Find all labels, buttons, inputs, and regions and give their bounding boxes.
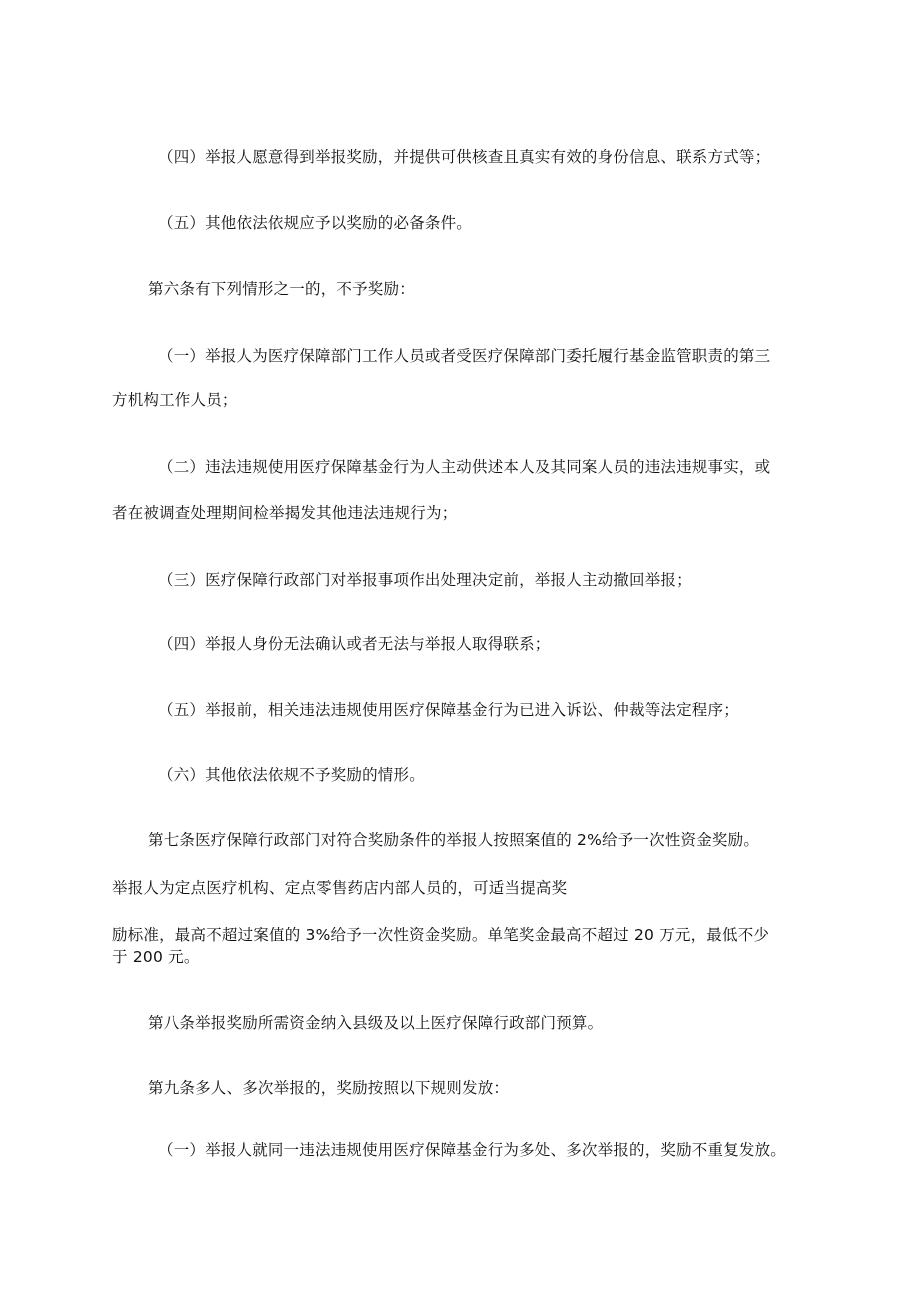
article-6-item-3: （三）医疗保障行政部门对举报事项作出处理决定前，举报人主动撤回举报； [158,571,692,589]
article-9-item-1: （一）举报人就同一违法违规使用医疗保障基金行为多处、多次举报的，奖励不重复发放。 [158,1141,787,1159]
article-7-line-1: 第七条医疗保障行政部门对符合奖励条件的举报人按照案值的 2%给予一次性资金奖励。 [148,831,760,849]
article-6-item-4: （四）举报人身份无法确认或者无法与举报人取得联系； [158,635,551,653]
article-8: 第八条举报奖励所需资金纳入县级及以上医疗保障行政部门预算。 [148,1014,604,1032]
article-6-heading: 第六条有下列情形之一的，不予奖励： [148,280,415,298]
article-7-line-3: 励标准，最高不超过案值的 3%给予一次性资金奖励。单笔奖金最高不超过 20 万元，最低不少 [112,926,770,944]
article-9-heading: 第九条多人、多次举报的，奖励按照以下规则发放： [148,1079,510,1097]
article-7-line-2: 举报人为定点医疗机构、定点零售药店内部人员的，可适当提高奖 [112,879,568,897]
paragraph-condition-4: （四）举报人愿意得到举报奖励，并提供可供核查且真实有效的身份信息、联系方式等； [158,148,771,166]
article-6-item-1-line-2: 方机构工作人员； [112,391,238,409]
article-6-item-6: （六）其他依法依规不予奖励的情形。 [158,766,425,784]
paragraph-condition-5: （五）其他依法依规应予以奖励的必备条件。 [158,214,473,232]
article-6-item-1-line-1: （一）举报人为医疗保障部门工作人员或者受医疗保障部门委托履行基金监管职责的第三 [158,347,771,365]
article-7-line-4: 于 200 元。 [112,948,200,966]
article-6-item-5: （五）举报前，相关违法违规使用医疗保障基金行为已进入诉讼、仲裁等法定程序； [158,701,739,719]
article-6-item-2-line-1: （二）违法违规使用医疗保障基金行为人主动供述本人及其同案人员的违法违规事实，或 [158,458,771,476]
article-6-item-2-line-2: 者在被调查处理期间检举揭发其他违法违规行为； [112,504,458,522]
